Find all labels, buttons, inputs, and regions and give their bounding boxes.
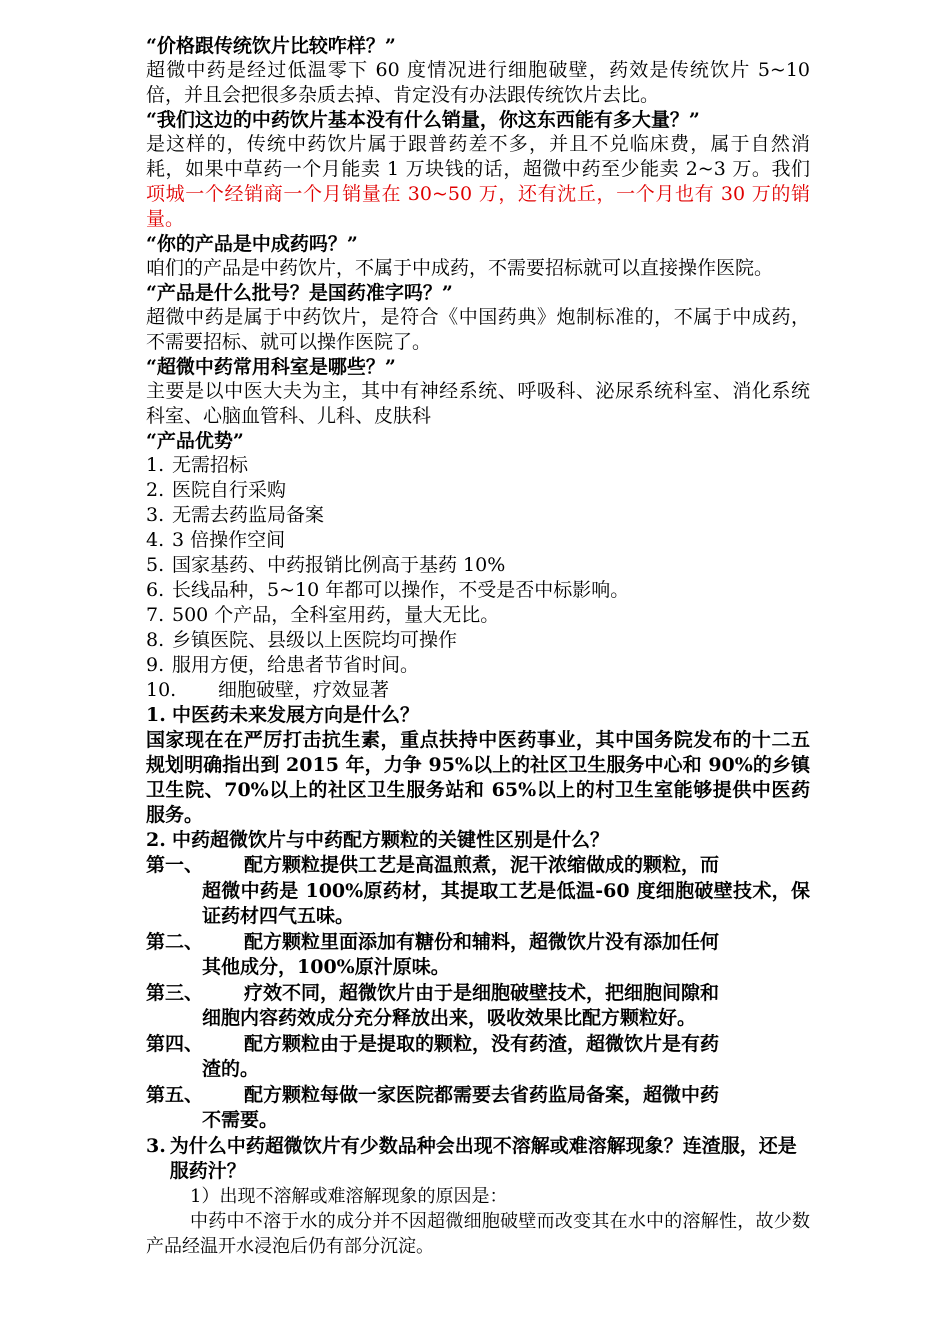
list-number: 7. [146, 604, 165, 626]
advantages-heading: “产品优势” [146, 430, 244, 452]
section-question: 为什么中药超微饮片有少数品种会出现不溶解或难溶解现象？连渣服，还是服药汁？ [169, 1134, 797, 1182]
section-number: 1. [146, 704, 166, 726]
comparison-label: 第一、 [146, 854, 204, 876]
comparison-item [146, 853, 810, 930]
qa-question: “产品是什么批号？是国药准字吗？” [146, 282, 453, 304]
subheading: 1）出现不溶解或难溶解现象的原因是： [190, 1185, 508, 1207]
qa-question: “超微中药常用科室是哪些？” [146, 356, 396, 378]
qa-item [146, 34, 810, 108]
comparison-label: 第三、 [146, 981, 204, 1004]
comparison-text: 配方颗粒每做一家医院都需要去省药监局备案，超微中药 [244, 1083, 720, 1106]
list-number: 6. [146, 579, 165, 601]
list-item [146, 678, 810, 703]
list-item [146, 653, 810, 678]
comparison-text-cont: 细胞内容药效成分充分释放出来，吸收效果比配方颗粒好。 [202, 1007, 697, 1029]
qa-answer: 咱们的产品是中药饮片，不属于中成药，不需要招标就可以直接操作医院。 [146, 257, 774, 279]
list-item [146, 528, 810, 553]
section-2 [146, 828, 810, 1134]
qa-item [146, 281, 810, 355]
qa-answer-text: 是这样的，传统中药饮片属于跟普药差不多，并且不兑临床费，属于自然消耗，如果中草药一个月能卖 1 万块钱的话，超微中药至少能卖 2~3 万。我们 [146, 133, 810, 180]
comparison-item [146, 1032, 810, 1083]
list-number: 1. [146, 454, 165, 476]
document-page [146, 34, 810, 1259]
comparison-item [146, 930, 810, 981]
list-text: 乡镇医院、县级以上医院均可操作 [172, 629, 458, 651]
section-heading [146, 1134, 810, 1184]
qa-item [146, 108, 810, 232]
section-number: 3. [146, 1134, 166, 1157]
list-item [146, 503, 810, 528]
comparison-text: 疗效不同，超微饮片由于是细胞破壁技术，把细胞间隙和 [244, 981, 720, 1004]
qa-answer: 超微中药是属于中药饮片，是符合《中国药典》炮制标准的，不属于中成药，不需要招标、就可以操作医院了。 [146, 306, 810, 353]
list-item [146, 478, 810, 503]
qa-answer: 超微中药是经过低温零下 60 度情况进行细胞破壁，药效是传统饮片 5~10 倍，并且会把很多杂质去掉、肯定没有办法跟传统饮片去比。 [146, 59, 810, 106]
section-heading [146, 828, 810, 853]
comparison-item [146, 981, 810, 1032]
list-text: 无需去药监局备案 [172, 504, 325, 526]
list-text: 医院自行采购 [172, 479, 287, 501]
section-number: 2. [146, 829, 166, 851]
comparison-text-cont: 超微中药是 100%原药材，其提取工艺是低温-60 度细胞破壁技术，保证药材四气五味。 [202, 879, 810, 927]
list-item [146, 553, 810, 578]
list-number: 4. [146, 529, 165, 551]
list-item [146, 453, 810, 478]
comparison-text-cont: 渣的。 [202, 1058, 260, 1080]
comparison-text: 配方颗粒提供工艺是高温煎煮，泥干浓缩做成的颗粒，而 [244, 854, 720, 876]
list-text: 长线品种，5~10 年都可以操作，不受是否中标影响。 [172, 579, 630, 601]
qa-question: “你的产品是中成药吗？” [146, 233, 358, 255]
section-question: 中药超微饮片与中药配方颗粒的关键性区别是什么？ [172, 829, 610, 851]
list-number: 9. [146, 654, 165, 676]
list-text: 细胞破壁，疗效显著 [218, 679, 390, 701]
list-number: 8. [146, 629, 165, 651]
list-text: 国家基药、中药报销比例高于基药 10% [172, 554, 506, 576]
list-item [146, 603, 810, 628]
comparison-item [146, 1083, 810, 1134]
list-number: 10. [146, 679, 177, 701]
comparison-text-cont: 不需要。 [202, 1109, 279, 1131]
list-text: 3 倍操作空间 [172, 529, 286, 551]
list-number: 3. [146, 504, 165, 526]
comparison-label: 第五、 [146, 1083, 204, 1106]
list-text: 无需招标 [172, 454, 249, 476]
list-number: 5. [146, 554, 165, 576]
section-heading [146, 703, 810, 728]
comparison-text: 配方颗粒里面添加有糖份和辅料，超微饮片没有添加任何 [244, 930, 720, 953]
list-item [146, 628, 810, 653]
advantages-list [146, 453, 810, 703]
list-item [146, 578, 810, 603]
comparison-label: 第二、 [146, 930, 204, 953]
qa-answer [146, 132, 810, 232]
qa-answer-highlight: 项城一个经销商一个月销量在 30~50 万，还有沈丘，一个月也有 30 万的销量。 [146, 183, 810, 230]
section-1 [146, 703, 810, 828]
comparison-text-cont: 其他成分，100%原汁原味。 [202, 956, 450, 978]
comparison-label: 第四、 [146, 1032, 204, 1055]
qa-answer: 主要是以中医大夫为主，其中有神经系统、呼吸科、泌尿系统科室、消化系统科室、心脑血管科、儿科、皮肤科 [146, 380, 810, 427]
qa-item [146, 355, 810, 429]
section-3 [146, 1134, 810, 1259]
list-text: 500 个产品，全科室用药，量大无比。 [172, 604, 500, 626]
section-answer: 国家现在在严厉打击抗生素，重点扶持中医药事业，其中国务院发布的十二五规划明确指出到 2015 年，力争 95%以上的社区卫生服务中心和 90%的乡镇卫生院、70%以上的社区卫生服务站和 65%以上的村卫生室能够提供中医药服务。 [146, 729, 810, 826]
qa-item [146, 232, 810, 281]
comparison-text: 配方颗粒由于是提取的颗粒，没有药渣，超微饮片是有药 [244, 1032, 720, 1055]
list-text: 服用方便，给患者节省时间。 [172, 654, 420, 676]
paragraph: 中药中不溶于水的成分并不因超微细胞破壁而改变其在水中的溶解性，故少数产品经温开水浸泡后仍有部分沉淀。 [146, 1210, 810, 1257]
section-question: 中医药未来发展方向是什么？ [172, 704, 420, 726]
qa-question: “我们这边的中药饮片基本没有什么销量，你这东西能有多大量？” [146, 109, 700, 131]
list-number: 2. [146, 479, 165, 501]
qa-question: “价格跟传统饮片比较咋样？” [146, 35, 396, 57]
